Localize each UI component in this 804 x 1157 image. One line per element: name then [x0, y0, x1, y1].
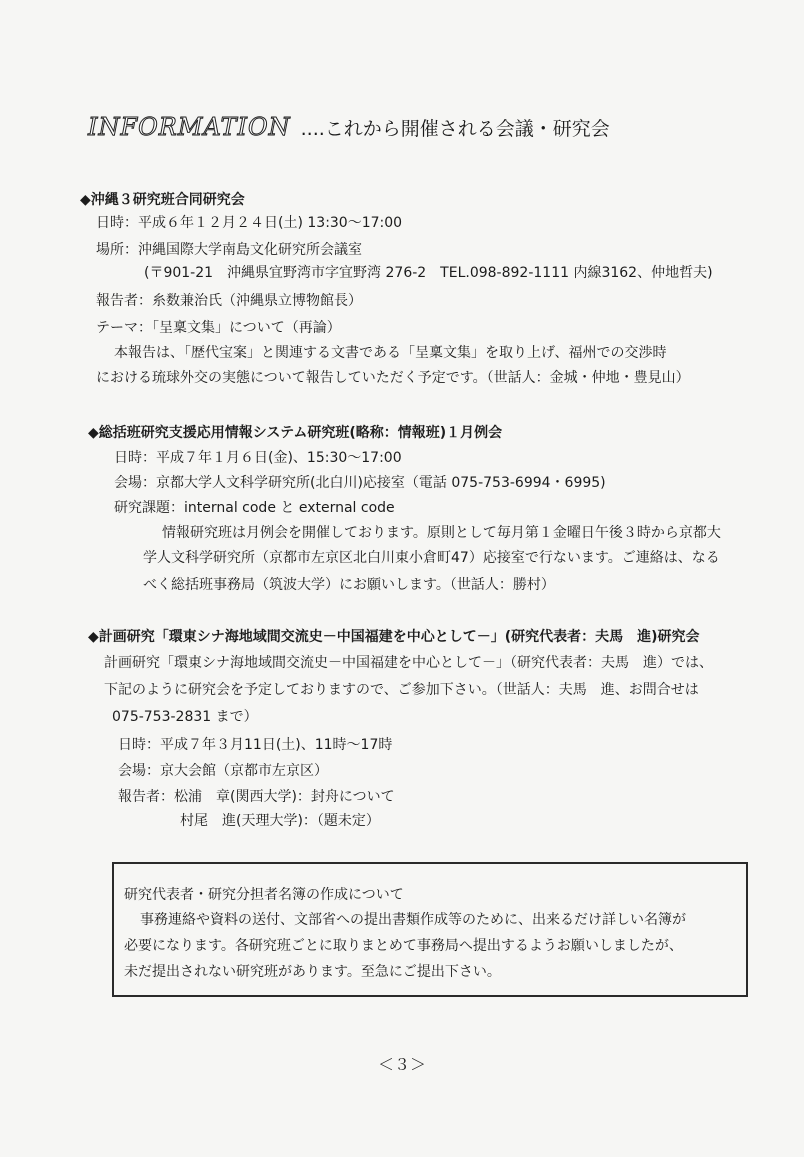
event-3-reporter-2: 村尾 進(天理大学)：（題未定） — [180, 813, 380, 829]
notice-line-2: 必要になります。各研究班ごとに取りまとめて事務局へ提出するようお願いしましたが、 — [124, 938, 683, 954]
event-2-desc-2: 学人文科学研究所（京都市左京区北白川東小倉町47）応接室で行ないます。ご連絡は、なる — [143, 550, 720, 566]
event-2-date: 日時：平成７年１月６日(金)、15:30～17:00 — [114, 450, 402, 466]
event-3-reporter-1: 報告者：松浦 章(関西大学)：封舟について — [118, 789, 395, 805]
header-subtitle: ....これから開催される会議・研究会 — [300, 118, 610, 140]
page-header — [88, 113, 610, 141]
event-3-desc-1: 計画研究「環東シナ海地域間交流史－中国福建を中心として－」（研究代表者：夫馬 進）では、 — [104, 655, 713, 671]
event-2-topic: 研究課題：internal code と external code — [114, 500, 395, 516]
event-1-theme: テーマ：「呈稟文集」について（再論） — [96, 320, 341, 336]
event-2-venue: 会場：京都大学人文科学研究所(北白川)応接室（電話 075-753-6994・6995) — [114, 475, 606, 491]
event-1-date: 日時：平成６年１２月２４日(土) 13:30～17:00 — [96, 215, 403, 231]
event-2-desc-1: 情報研究班は月例会を開催しております。原則として毎月第１金曜日午後３時から京都大 — [162, 525, 721, 541]
event-2-heading: ◆総括班研究支援応用情報システム研究班(略称：情報班)１月例会 — [88, 425, 503, 441]
event-3-desc-2: 下記のように研究会を予定しておりますので、ご参加下さい。（世話人：夫馬 進、お問合せは — [104, 682, 699, 698]
event-3-venue: 会場：京大会館（京都市左京区） — [118, 763, 328, 779]
event-3-desc-3: 075-753-2831 まで） — [112, 709, 258, 725]
header-title: INFORMATION — [88, 113, 291, 141]
event-2-desc-3: べく総括班事務局（筑波大学）にお願いします。（世話人：勝村） — [143, 577, 555, 593]
event-1-reporter: 報告者：糸数兼治氏（沖縄県立博物館長） — [96, 293, 362, 309]
event-1-address: (〒901-21 沖縄県宜野湾市字宜野湾 276-2 TEL.098-892-1111 内線3162、仲地哲夫) — [144, 265, 713, 281]
event-1-desc-2: における琉球外交の実態について報告していただく予定です。（世話人：金城・仲地・豊見山） — [96, 370, 690, 386]
event-3-heading: ◆計画研究「環東シナ海地域間交流史－中国福建を中心として－」(研究代表者：夫馬 進)研究会 — [88, 629, 700, 645]
event-3-date: 日時：平成７年３月11日(土)、11時～17時 — [118, 737, 393, 753]
page-number: ＜３＞ — [377, 1055, 426, 1074]
notice-title: 研究代表者・研究分担者名簿の作成について — [124, 887, 404, 903]
event-1-desc-1: 本報告は、「歴代宝案」と関連する文書である「呈稟文集」を取り上げ、福州での交渉時 — [114, 345, 667, 361]
notice-line-1: 事務連絡や資料の送付、文部省への提出書類作成等のために、出来るだけ詳しい名簿が — [140, 912, 686, 928]
event-1-venue: 場所：沖縄国際大学南島文化研究所会議室 — [96, 242, 362, 258]
notice-line-3: 未だ提出されない研究班があります。至急にご提出下さい。 — [124, 964, 501, 980]
event-1-heading: ◆沖縄３研究班合同研究会 — [80, 192, 245, 208]
